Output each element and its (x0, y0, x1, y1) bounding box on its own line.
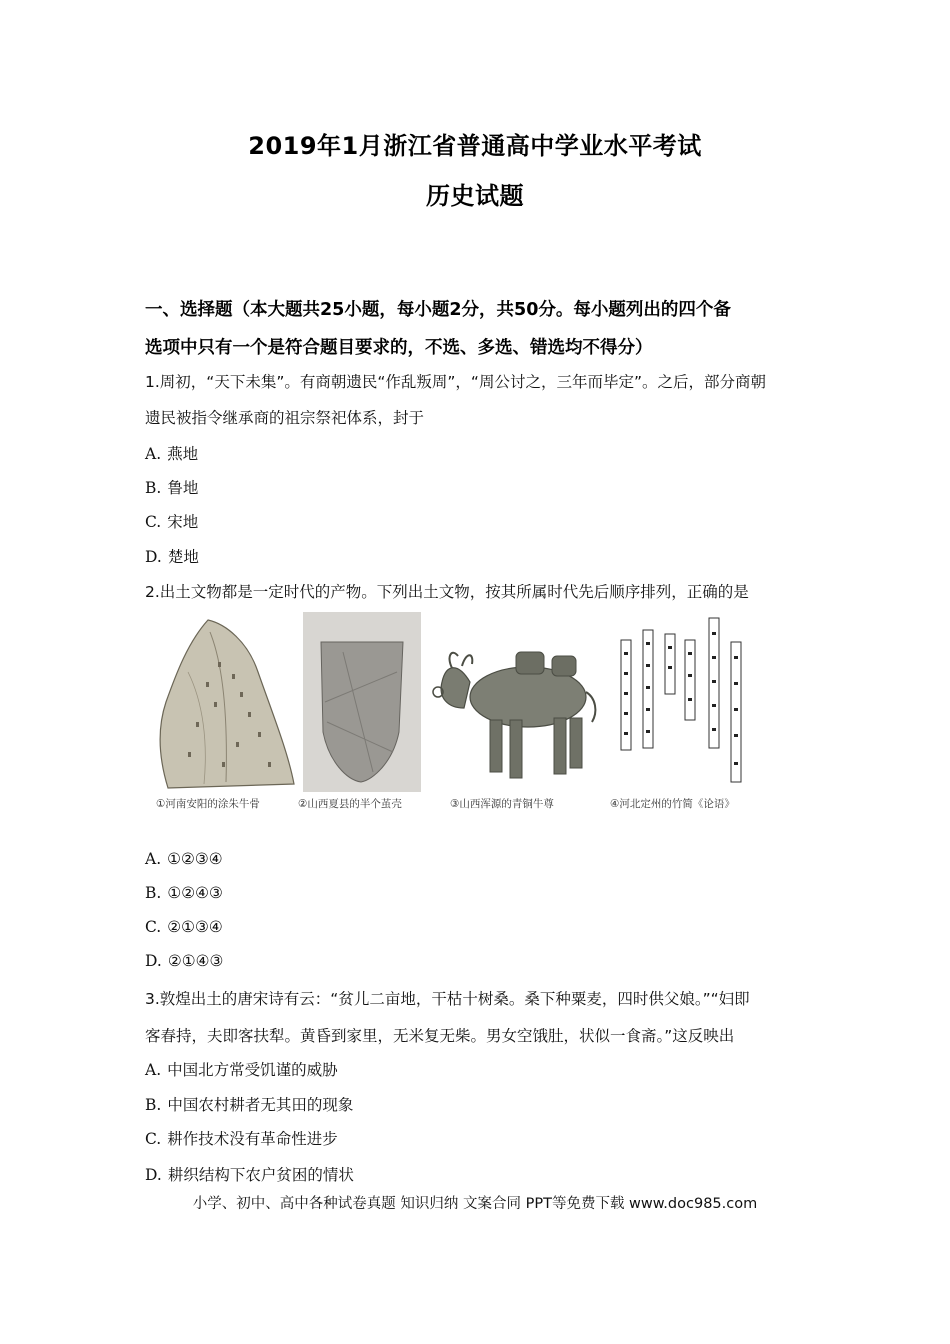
q2-option-d: D. ②①④③ (145, 952, 224, 970)
q3-option-c: C. 耕作技术没有革命性进步 (145, 1130, 338, 1148)
q2-option-a: A. ①②③④ (145, 850, 223, 868)
footer-download-note: 小学、初中、高中各种试卷真题 知识归纳 文案合同 PPT等免费下载 www.doc985.com (192, 1196, 758, 1212)
q1-option-b: B. 鲁地 (145, 479, 199, 497)
q2-option-b: B. ①②④③ (145, 884, 223, 902)
caption-bronze-ox: ③山西浑源的青铜牛尊 (450, 798, 554, 810)
oracle-bone-image (148, 612, 296, 792)
q3-option-a: A. 中国北方常受饥谨的威胁 (145, 1061, 338, 1079)
silk-cocoon-image (303, 612, 421, 792)
q3-option-b: B. 中国农村耕者无其田的现象 (145, 1096, 354, 1114)
q1-option-d: D. 楚地 (145, 548, 199, 566)
q2-artifact-figure (148, 612, 778, 812)
bamboo-slips-image (613, 612, 773, 792)
section-heading-line-2: 选项中只有一个是符合题目要求的，不选、多选、错选均不得分） (145, 338, 653, 358)
section-heading-line-1: 一、选择题（本大题共25小题，每小题2分，共50分。每小题列出的四个备 (145, 300, 731, 320)
q2-stem: 2.出土文物都是一定时代的产物。下列出土文物，按其所属时代先后顺序排列，正确的是 (145, 583, 749, 601)
caption-oracle-bone: ①河南安阳的涂朱牛骨 (156, 798, 260, 810)
caption-silk-cocoon: ②山西夏县的半个茧壳 (298, 798, 402, 810)
q1-option-a: A. 燕地 (145, 445, 199, 463)
q2-option-c: C. ②①③④ (145, 918, 223, 936)
exam-title: 2019年1月浙江省普通高中学业水平考试 (248, 132, 702, 160)
bronze-ox-image (428, 612, 603, 792)
caption-bamboo-slips: ④河北定州的竹简《论语》 (610, 798, 735, 810)
exam-subtitle: 历史试题 (426, 182, 524, 210)
q3-stem-line-2: 客春持，夫即客扶犁。黄昏到家里，无米复无柴。男女空饿肚，状似一食斋。”这反映出 (145, 1027, 735, 1045)
q3-stem-line-1: 3.敦煌出土的唐宋诗有云：“贫儿二亩地，干枯十树桑。桑下种粟麦，四时供父娘。”“妇即 (145, 990, 750, 1008)
q1-option-c: C. 宋地 (145, 513, 199, 531)
q1-stem-line-1: 1.周初，“天下未集”。有商朝遗民“作乱叛周”，“周公讨之，三年而毕定”。之后，部分商朝 (145, 373, 766, 391)
q3-option-d: D. 耕织结构下农户贫困的情状 (145, 1166, 354, 1184)
q1-stem-line-2: 遗民被指令继承商的祖宗祭祀体系，封于 (145, 409, 425, 427)
